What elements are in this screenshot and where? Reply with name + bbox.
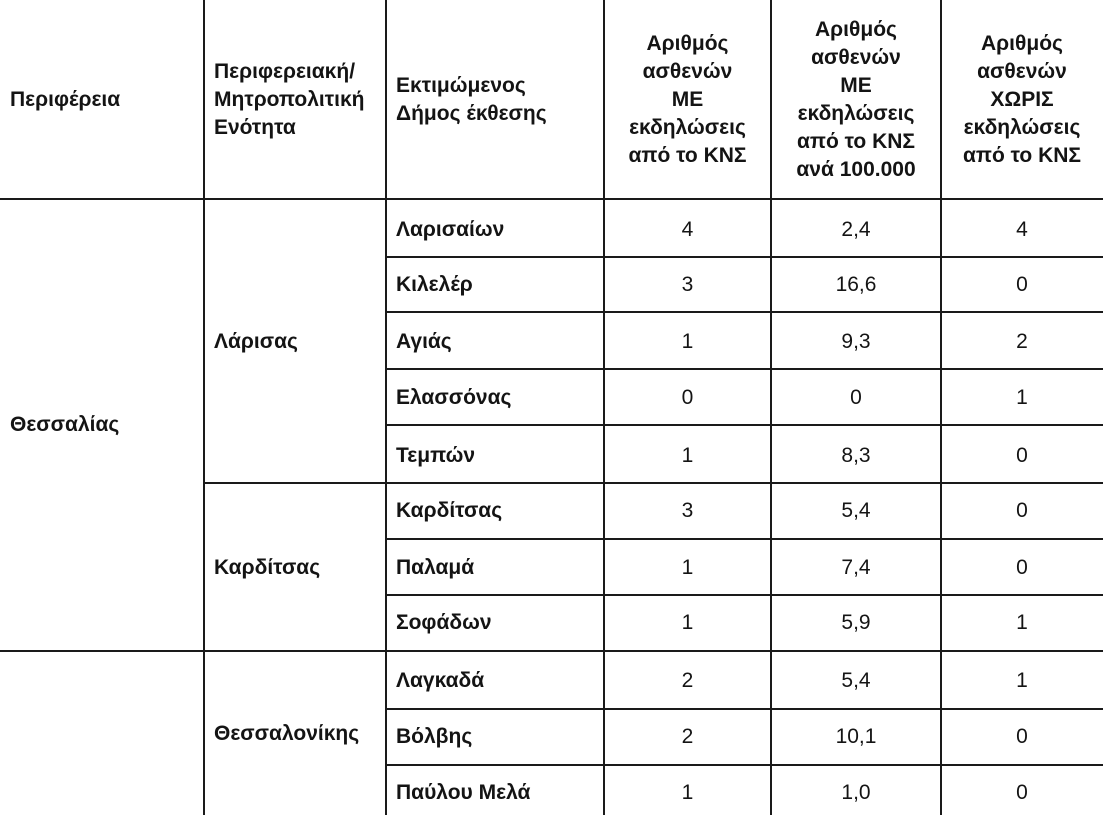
- per100k-cell: 1,0: [841, 781, 871, 804]
- table-border: [386, 424, 1103, 426]
- header-municipality: Εκτιμώμενος Δήμος έκθεσης: [396, 74, 547, 125]
- municipality-cell: Παλαμά: [396, 556, 475, 579]
- without-cns-cell: 0: [1016, 725, 1028, 748]
- table-border: [603, 0, 605, 815]
- unit-cell: Καρδίτσας: [214, 555, 321, 579]
- without-cns-cell: 0: [1016, 273, 1028, 296]
- municipality-cell: Βόλβης: [396, 725, 473, 748]
- table-border: [385, 0, 387, 815]
- per100k-cell: 7,4: [841, 556, 871, 579]
- table-border: [386, 311, 1103, 313]
- per100k-cell: 5,9: [841, 611, 871, 634]
- table-row: [0, 542, 1103, 594]
- table-row: [0, 316, 1103, 368]
- table-border: [0, 198, 1103, 200]
- municipality-cell: Παύλου Μελά: [396, 781, 531, 804]
- header-unit: Περιφερειακή/ Μητροπολιτική Ενότητα: [214, 60, 365, 139]
- table-border: [386, 594, 1103, 596]
- per100k-cell: 5,4: [841, 669, 871, 692]
- per100k-cell: 8,3: [841, 444, 871, 467]
- municipality-cell: Σοφάδων: [396, 611, 492, 634]
- table-row: [0, 430, 1103, 482]
- with-cns-cell: 1: [681, 330, 694, 353]
- table-row: [0, 597, 1103, 649]
- municipality-cell: Καρδίτσας: [396, 499, 503, 522]
- with-cns-cell: 0: [681, 386, 694, 409]
- table-row: [0, 372, 1103, 424]
- per100k-cell: 2,4: [841, 218, 871, 241]
- table-border: [0, 650, 1103, 652]
- with-cns-cell: 1: [681, 444, 694, 467]
- with-cns-cell: 4: [681, 218, 694, 241]
- per100k-cell: 9,3: [841, 330, 871, 353]
- with-cns-cell: 1: [681, 781, 694, 804]
- with-cns-cell: 3: [681, 273, 694, 296]
- table-border: [386, 708, 1103, 710]
- with-cns-cell: 1: [681, 556, 694, 579]
- per100k-cell: 10,1: [835, 725, 877, 748]
- without-cns-cell: 1: [1016, 611, 1028, 634]
- header-with-cns: Αριθμός ασθενών ΜΕ εκδηλώσεις από το ΚΝΣ: [628, 32, 747, 167]
- without-cns-cell: 0: [1016, 444, 1028, 467]
- without-cns-cell: 1: [1016, 386, 1028, 409]
- table-row: [0, 711, 1103, 763]
- header-with-cns-per100k: Αριθμός ασθενών ΜΕ εκδηλώσεις από το ΚΝΣ ανά 100.000: [796, 18, 916, 181]
- without-cns-cell: 4: [1016, 218, 1028, 241]
- table-row: [0, 485, 1103, 537]
- with-cns-cell: 3: [681, 499, 694, 522]
- table-border: [770, 0, 772, 815]
- without-cns-cell: 0: [1016, 499, 1028, 522]
- per100k-cell: 5,4: [841, 499, 871, 522]
- table-border: [204, 482, 1103, 484]
- table-border: [940, 0, 942, 815]
- municipality-cell: Κιλελέρ: [396, 273, 473, 296]
- without-cns-cell: 0: [1016, 781, 1028, 804]
- table-border: [386, 256, 1103, 258]
- table-border: [386, 764, 1103, 766]
- header-region: Περιφέρεια: [10, 88, 121, 111]
- table-row: [0, 204, 1103, 256]
- without-cns-cell: 1: [1016, 669, 1028, 692]
- per100k-cell: 16,6: [835, 273, 877, 296]
- without-cns-cell: 2: [1016, 330, 1028, 353]
- municipality-cell: Ελασσόνας: [396, 386, 512, 409]
- header-without-cns: Αριθμός ασθενών ΧΩΡΙΣ εκδηλώσεις από το ΚΝΣ: [962, 32, 1082, 167]
- with-cns-cell: 2: [681, 725, 694, 748]
- with-cns-cell: 2: [681, 669, 694, 692]
- municipality-cell: Λαρισαίων: [396, 218, 505, 241]
- region-cell: Θεσσαλίας: [10, 413, 120, 436]
- table-border: [203, 0, 205, 815]
- without-cns-cell: 0: [1016, 556, 1028, 579]
- municipality-cell: Αγιάς: [396, 330, 452, 353]
- table-border: [386, 538, 1103, 540]
- with-cns-cell: 1: [681, 611, 694, 634]
- municipality-cell: Τεμπών: [396, 444, 475, 467]
- table-row: [0, 655, 1103, 707]
- table-border: [386, 368, 1103, 370]
- unit-cell: Λάρισας: [214, 329, 298, 353]
- unit-cell: Θεσσαλονίκης: [214, 721, 360, 745]
- municipality-cell: Λαγκαδά: [396, 669, 485, 692]
- table-row: [0, 767, 1103, 815]
- per100k-cell: 0: [850, 386, 862, 409]
- table-row: [0, 259, 1103, 311]
